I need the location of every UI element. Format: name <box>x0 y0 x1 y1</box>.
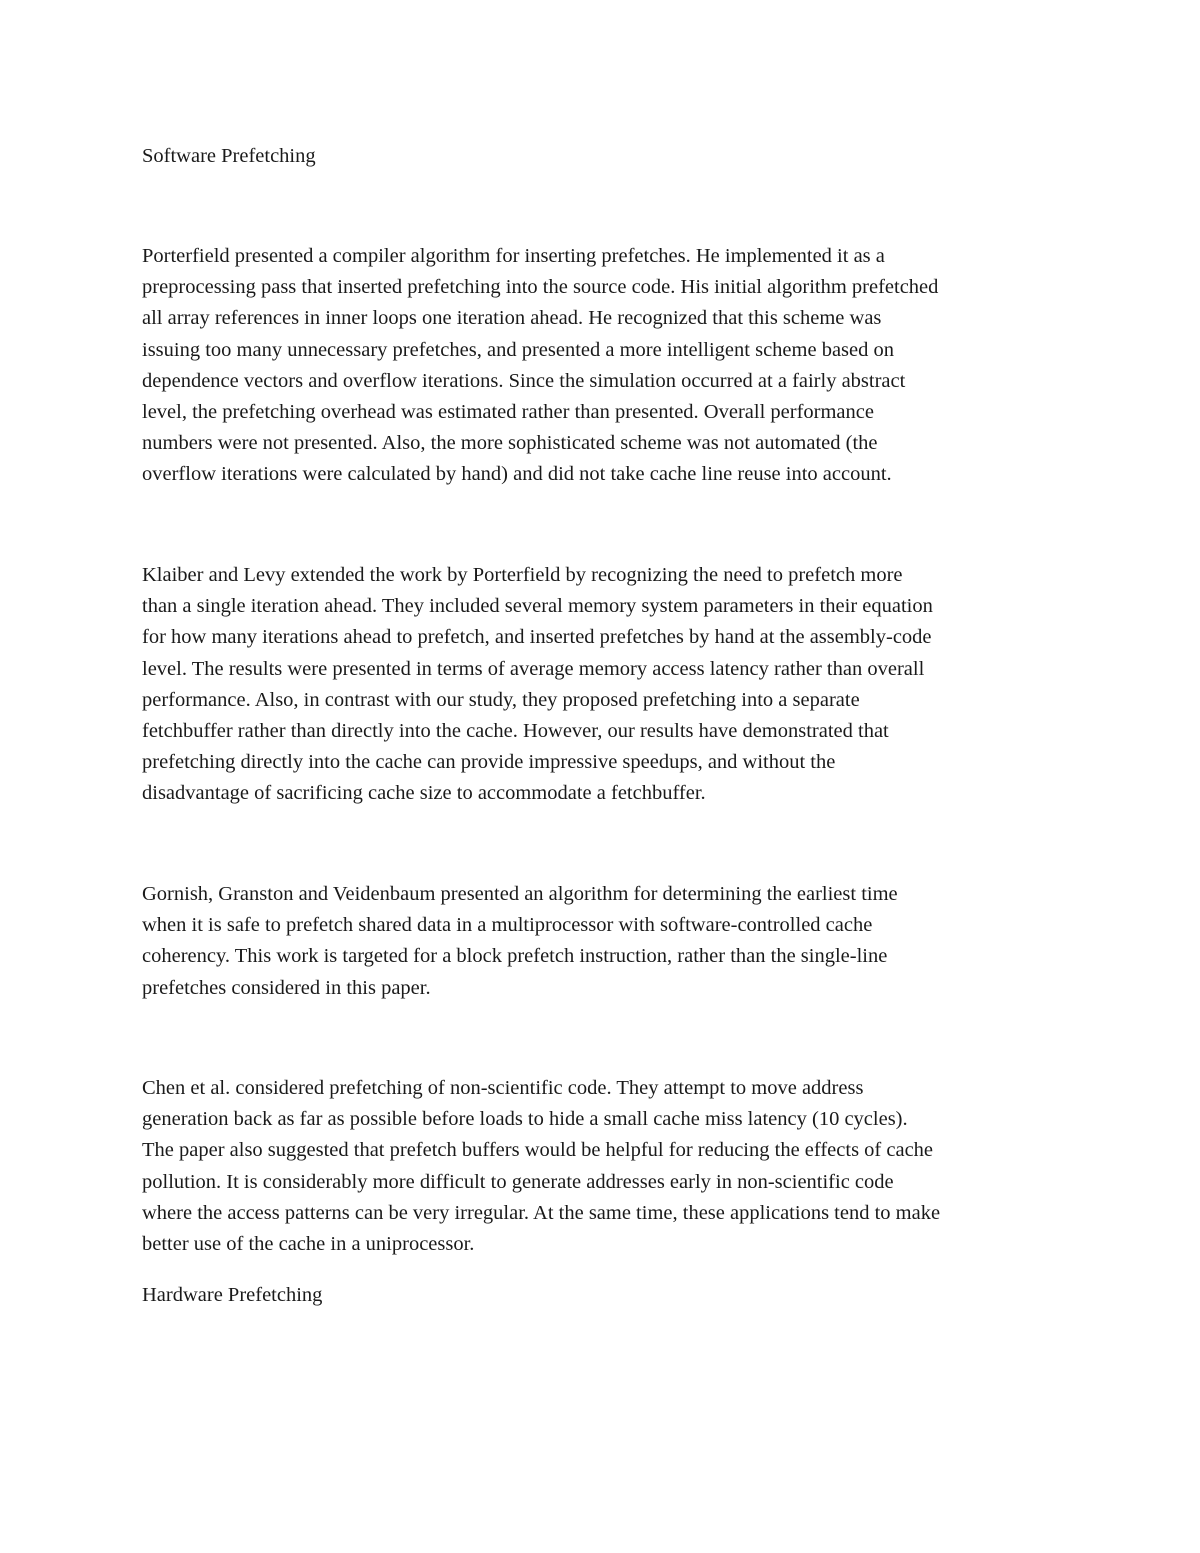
paragraph-line: performance. Also, in contrast with our study, they proposed prefetching into a separate <box>142 688 860 711</box>
paragraph-klaiber-levy <box>142 560 1067 810</box>
paragraph-line: preprocessing pass that inserted prefetching into the source code. His initial algorithm prefetched <box>142 276 939 299</box>
heading-software-prefetching: Software Prefetching <box>142 145 316 167</box>
paragraph-line: pollution. It is considerably more difficult to generate addresses early in non-scientific code <box>142 1170 894 1193</box>
paragraph-line: for how many iterations ahead to prefetch, and inserted prefetches by hand at the assembly-code <box>142 626 932 649</box>
paragraph-line: fetchbuffer rather than directly into the cache. However, our results have demonstrated that <box>142 720 889 743</box>
heading-hardware-prefetching: Hardware Prefetching <box>142 1284 323 1306</box>
paragraph-line: numbers were not presented. Also, the more sophisticated scheme was not automated (the <box>142 432 878 455</box>
paragraph-line: prefetching directly into the cache can provide impressive speedups, and without the <box>142 751 836 774</box>
paragraph-line: dependence vectors and overflow iterations. Since the simulation occurred at a fairly abstract <box>142 369 906 392</box>
paragraph-line: disadvantage of sacrificing cache size to accommodate a fetchbuffer. <box>142 782 706 805</box>
paragraph-line: overflow iterations were calculated by hand) and did not take cache line reuse into account. <box>142 463 892 486</box>
paragraph-line: issuing too many unnecessary prefetches, and presented a more intelligent scheme based on <box>142 338 894 361</box>
paragraph-line: where the access patterns can be very irregular. At the same time, these applications tend to make <box>142 1201 941 1224</box>
paragraph-line: all array references in inner loops one iteration ahead. He recognized that this scheme was <box>142 307 882 330</box>
paragraph-line: coherency. This work is targeted for a block prefetch instruction, rather than the single-line <box>142 945 888 968</box>
paragraph-line: better use of the cache in a uniprocessor. <box>142 1233 475 1256</box>
paragraph-line: level. The results were presented in terms of average memory access latency rather than overall <box>142 657 925 680</box>
paragraph-line: Porterfield presented a compiler algorithm for inserting prefetches. He implemented it as a <box>142 245 885 267</box>
paragraph-gornish <box>142 879 1067 1004</box>
paragraph-line: Klaiber and Levy extended the work by Porterfield by recognizing the need to prefetch more <box>142 564 903 586</box>
paragraph-porterfield <box>142 241 1067 491</box>
paragraph-line: Gornish, Granston and Veidenbaum presented an algorithm for determining the earliest time <box>142 883 898 905</box>
paragraph-line: prefetches considered in this paper. <box>142 976 431 999</box>
paragraph-line: generation back as far as possible before loads to hide a small cache miss latency (10 cycles). <box>142 1108 908 1131</box>
paragraph-line: when it is safe to prefetch shared data in a multiprocessor with software-controlled cache <box>142 914 873 937</box>
paragraph-line: than a single iteration ahead. They included several memory system parameters in their equation <box>142 595 933 618</box>
paragraph-line: level, the prefetching overhead was estimated rather than presented. Overall performance <box>142 401 874 424</box>
paragraph-chen <box>142 1073 1067 1260</box>
paragraph-line: The paper also suggested that prefetch buffers would be helpful for reducing the effects of cache <box>142 1139 934 1162</box>
paragraph-line: Chen et al. considered prefetching of non-scientific code. They attempt to move address <box>142 1077 864 1099</box>
